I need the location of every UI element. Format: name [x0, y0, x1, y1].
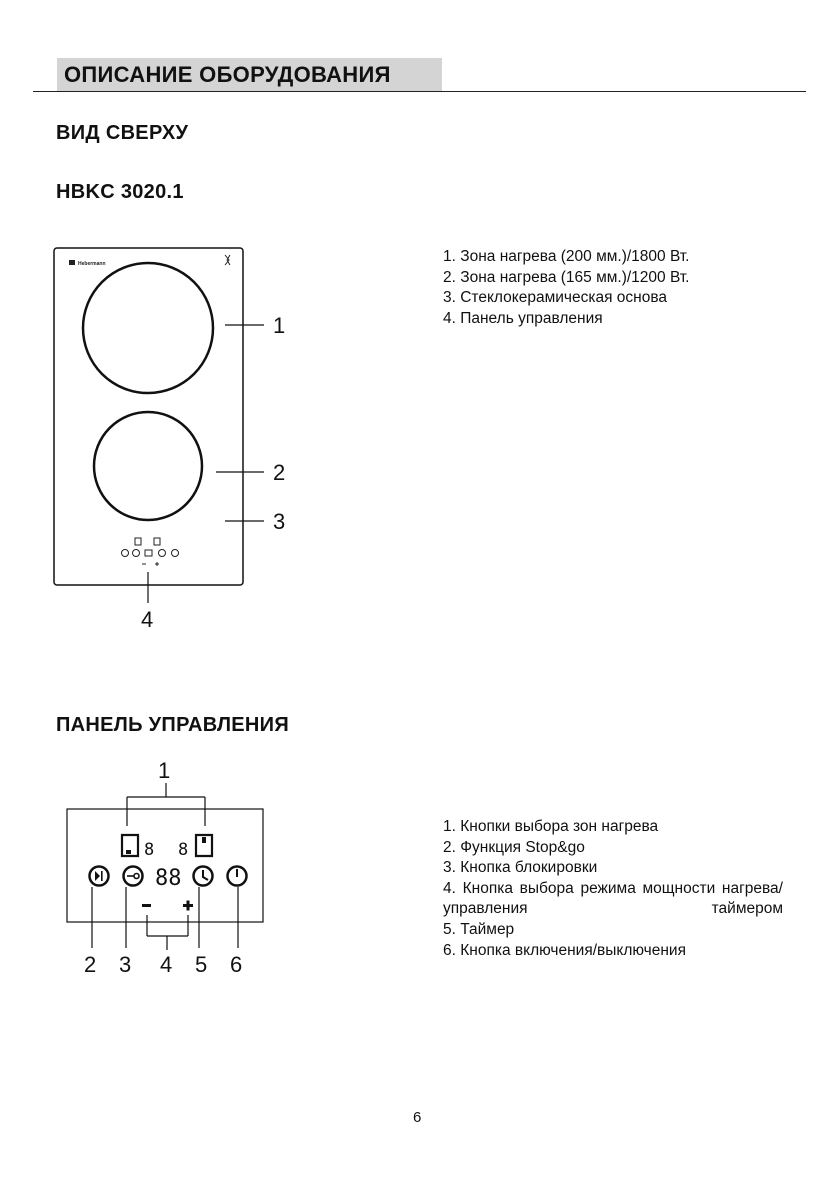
- legend-item: 2. Функция Stop&go: [443, 838, 585, 856]
- lock-icon[interactable]: [124, 867, 143, 886]
- page-header-title: ОПИСАНИЕ ОБОРУДОВАНИЯ: [64, 62, 391, 87]
- callout-number: 4: [160, 952, 173, 977]
- stop-go-icon[interactable]: [90, 867, 109, 886]
- callout-number: 1: [158, 758, 171, 783]
- control-panel-legend: [443, 817, 783, 961]
- model-heading: HBKC 3020.1: [56, 181, 184, 203]
- legend-item: 3. Стеклокерамическая основа: [443, 289, 668, 307]
- control-panel-heading: ПАНЕЛЬ УПРАВЛЕНИЯ: [56, 714, 290, 736]
- timer-icon[interactable]: [194, 867, 213, 886]
- legend-item: 3. Кнопка блокировки: [443, 859, 598, 877]
- legend-item: 1. Кнопки выбора зон нагрева: [443, 818, 659, 835]
- callout-number: 3: [119, 952, 132, 977]
- plus-button[interactable]: [183, 901, 193, 911]
- callout-number: 2: [273, 460, 286, 485]
- legend-item: 4. Кнопка выбора режима мощности нагрева/ управления таймером: [443, 879, 783, 918]
- zone-1-digit: 8: [144, 840, 155, 860]
- zone-select-icon[interactable]: [196, 835, 212, 856]
- legend-item: 4. Панель управления: [443, 309, 603, 327]
- callout-number: 6: [230, 952, 243, 977]
- zone-2-digit: 8: [178, 840, 189, 860]
- minus-button[interactable]: [142, 904, 151, 907]
- callout-number: 5: [195, 952, 208, 977]
- legend-item: 6. Кнопка включения/выключения: [443, 941, 686, 959]
- callout-number: 4: [141, 607, 154, 632]
- top-view-heading: ВИД СВЕРХУ: [56, 122, 189, 144]
- legend-item: 5. Таймер: [443, 920, 515, 938]
- callout-number: 3: [273, 509, 286, 534]
- legend-item: 2. Зона нагрева (165 мм.)/1200 Вт.: [443, 268, 690, 286]
- legend-item: 1. Зона нагрева (200 мм.)/1800 Вт.: [443, 248, 690, 265]
- zone-select-icon[interactable]: [122, 835, 138, 856]
- callout-number: 2: [84, 952, 97, 977]
- svg-text:Hebermann: Hebermann: [78, 261, 106, 267]
- page-number: 6: [413, 1109, 422, 1126]
- power-icon[interactable]: [228, 867, 247, 886]
- callout-number: 1: [273, 313, 286, 338]
- power-timer-display: 88: [155, 866, 182, 891]
